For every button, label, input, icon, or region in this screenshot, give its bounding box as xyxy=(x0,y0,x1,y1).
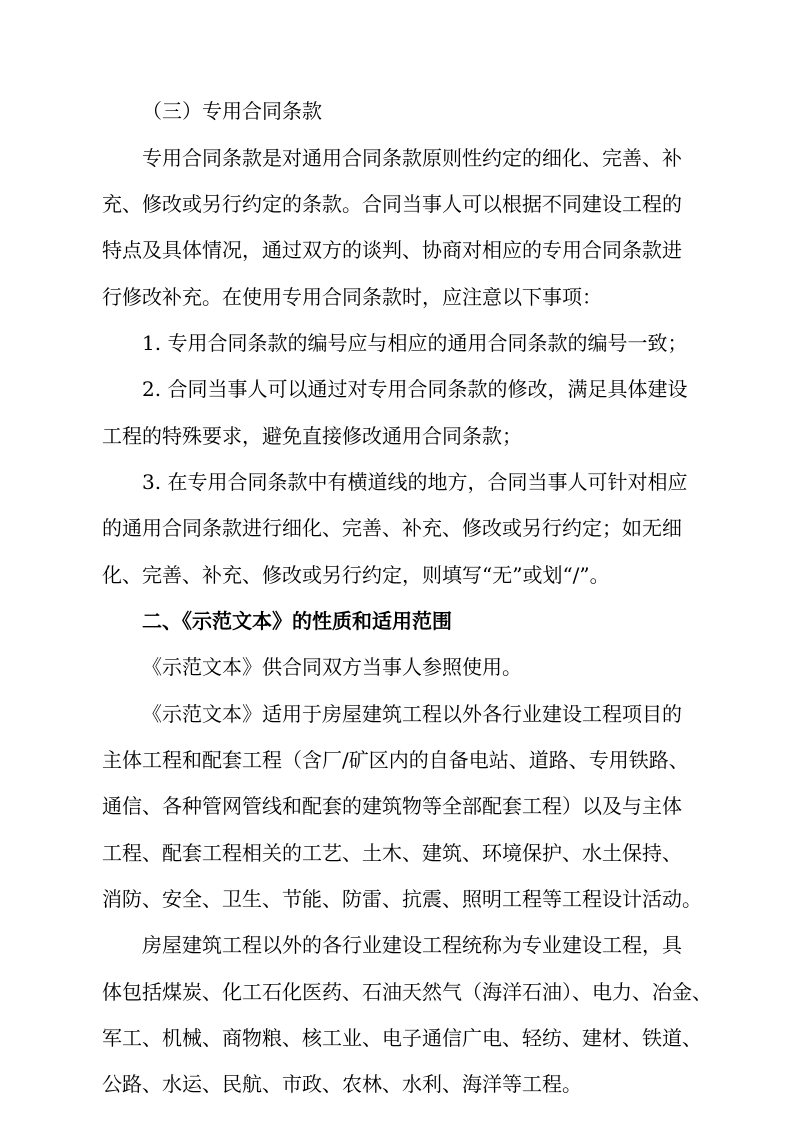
section-heading-3: （三）专用合同条款 xyxy=(142,99,322,123)
section-heading-2: 二、《示范文本》的性质和适用范围 xyxy=(142,609,452,633)
paragraph-line: 消防、安全、卫生、节能、防雷、抗震、照明工程等工程设计活动。 xyxy=(102,887,702,911)
paragraph-line: 特点及具体情况，通过双方的谈判、协商对相应的专用合同条款进 xyxy=(102,238,682,262)
paragraph-line: 《示范文本》适用于房屋建筑工程以外各行业建设工程项目的 xyxy=(142,702,682,726)
list-item-3-cont: 化、完善、补充、修改或另行约定，则填写“无”或划“/”。 xyxy=(102,563,610,587)
paragraph-line: 公路、水运、民航、市政、农林、水利、海洋等工程。 xyxy=(102,1072,582,1096)
paragraph-line: 军工、机械、商物粮、核工业、电子通信广电、轻纺、建材、铁道、 xyxy=(102,1026,702,1050)
list-item-3-cont: 的通用合同条款进行细化、完善、补充、修改或另行约定；如无细 xyxy=(102,516,682,540)
list-item-1: 1. 专用合同条款的编号应与相应的通用合同条款的编号一致； xyxy=(142,331,688,355)
paragraph-line: 专用合同条款是对通用合同条款原则性约定的细化、完善、补 xyxy=(142,146,682,170)
paragraph-line: 工程、配套工程相关的工艺、土木、建筑、环境保护、水土保持、 xyxy=(102,841,682,865)
list-item-2-cont: 工程的特殊要求，避免直接修改通用合同条款； xyxy=(102,424,522,448)
paragraph-line: 行修改补充。在使用专用合同条款时，应注意以下事项： xyxy=(102,285,602,309)
paragraph-line: 通信、各种管网管线和配套的建筑物等全部配套工程）以及与主体 xyxy=(102,794,682,818)
list-item-2: 2. 合同当事人可以通过对专用合同条款的修改，满足具体建设 xyxy=(142,377,688,401)
list-item-3: 3. 在专用合同条款中有横道线的地方，合同当事人可针对相应 xyxy=(142,470,688,494)
paragraph-line: 体包括煤炭、化工石化医药、石油天然气（海洋石油）、电力、冶金、 xyxy=(102,980,712,1004)
paragraph-line: 房屋建筑工程以外的各行业建设工程统称为专业建设工程，具 xyxy=(142,933,682,957)
paragraph-line: 主体工程和配套工程（含厂/矿区内的自备电站、道路、专用铁路、 xyxy=(102,748,689,772)
paragraph-line: 充、修改或另行约定的条款。合同当事人可以根据不同建设工程的 xyxy=(102,192,682,216)
paragraph-line: 《示范文本》供合同双方当事人参照使用。 xyxy=(142,655,522,679)
